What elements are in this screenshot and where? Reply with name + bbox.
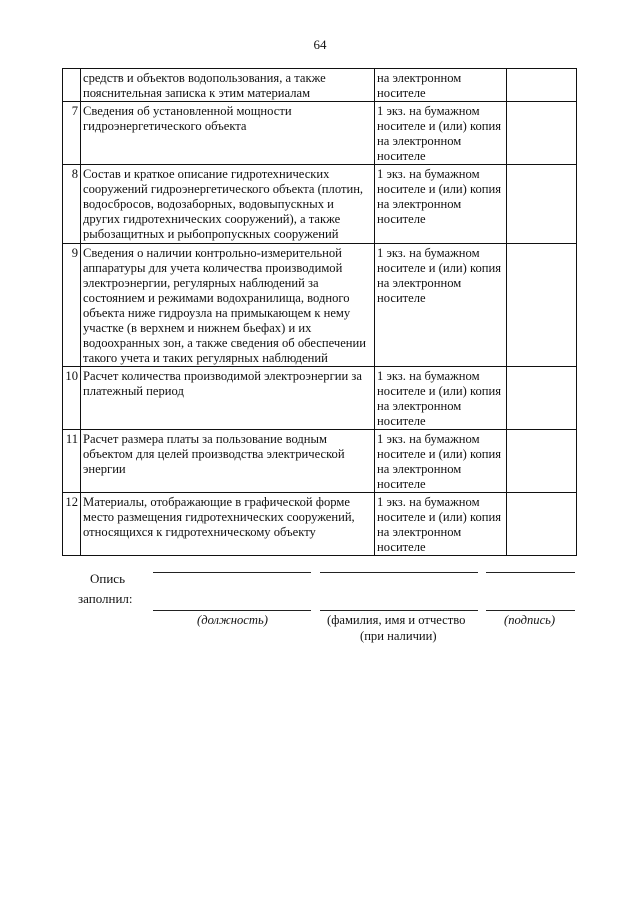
- description-line: относящихся к гидротехническому объекту: [83, 525, 316, 539]
- signature-line: [486, 610, 575, 611]
- description-line: Состав и краткое описание гидротехнических: [83, 167, 330, 181]
- description-line: платежный период: [83, 384, 184, 398]
- row-format-cell: [375, 69, 507, 102]
- format-line: носителе и (или) копия: [377, 510, 502, 524]
- format-line: на электронном: [377, 525, 462, 539]
- table-row: [63, 493, 577, 556]
- row-format-cell: [375, 165, 507, 244]
- signature-label-line-1: Опись: [90, 571, 126, 586]
- format-line: носителе и (или) копия: [377, 261, 502, 275]
- format-line: носителе: [377, 477, 426, 491]
- description-line: электроэнергии, регулярных наблюдений за: [83, 276, 319, 290]
- format-line: на электронном: [377, 462, 462, 476]
- signature-label-line-2: заполнил:: [78, 591, 133, 606]
- format-line: 1 экз. на бумажном: [377, 495, 480, 509]
- format-line: на электронном: [377, 399, 462, 413]
- description-line: объекта ниже гидроузла на примыкающем к нему: [83, 306, 351, 320]
- row-number: 9: [63, 244, 81, 367]
- signature-caption: (подпись): [504, 613, 556, 627]
- table-row: [63, 244, 577, 367]
- description-line: сооружений гидроэнергетического объекта (плотин,: [83, 182, 364, 196]
- description-line: водосбросов, водозаборных, водовыпускных и: [83, 197, 334, 211]
- row-format-cell: [375, 367, 507, 430]
- description-line: место размещения гидротехнических сооружений,: [83, 510, 355, 524]
- description-line: гидроэнергетического объекта: [83, 119, 247, 133]
- description-line: других гидротехнических сооружений), а также: [83, 212, 341, 226]
- format-line: носителе: [377, 540, 426, 554]
- name-caption-line-2: (при наличии): [360, 629, 437, 643]
- description-line: объектом для целей производства электрической: [83, 447, 345, 461]
- description-line: Расчет размера платы за пользование водным: [83, 432, 327, 446]
- row-format-cell: [375, 430, 507, 493]
- row-number: 7: [63, 102, 81, 165]
- row-empty-cell: [507, 244, 577, 367]
- format-line: на электронном: [377, 71, 462, 85]
- format-line: носителе и (или) копия: [377, 384, 502, 398]
- position-line-top: [153, 572, 311, 573]
- format-line: 1 экз. на бумажном: [377, 369, 480, 383]
- row-description-cell: [81, 244, 375, 367]
- format-line: 1 экз. на бумажном: [377, 432, 480, 446]
- description-line: Расчет количества производимой электроэнергии за: [83, 369, 362, 383]
- table-row: [63, 430, 577, 493]
- description-line: Сведения об установленной мощности: [83, 104, 292, 118]
- format-line: носителе: [377, 86, 426, 100]
- format-line: носителе и (или) копия: [377, 119, 502, 133]
- table-row: [63, 102, 577, 165]
- name-line-top: [320, 572, 478, 573]
- table-row: [63, 367, 577, 430]
- row-empty-cell: [507, 69, 577, 102]
- table-row: [63, 165, 577, 244]
- page-number: 64: [313, 37, 327, 52]
- table-row: [63, 69, 577, 102]
- description-line: энергии: [83, 462, 126, 476]
- format-line: носителе: [377, 212, 426, 226]
- row-description-cell: [81, 165, 375, 244]
- row-description-cell: [81, 102, 375, 165]
- materials-table-body: [63, 69, 577, 556]
- row-empty-cell: [507, 165, 577, 244]
- row-number: [63, 69, 81, 102]
- format-line: 1 экз. на бумажном: [377, 104, 480, 118]
- description-line: средств и объектов водопользования, а также: [83, 71, 326, 85]
- description-line: водоохранных зон, а также сведения об обеспечении: [83, 336, 367, 350]
- format-line: 1 экз. на бумажном: [377, 246, 480, 260]
- format-line: на электронном: [377, 197, 462, 211]
- row-format-cell: [375, 244, 507, 367]
- format-line: носителе: [377, 149, 426, 163]
- row-number: 12: [63, 493, 81, 556]
- row-description-cell: [81, 430, 375, 493]
- row-number: 8: [63, 165, 81, 244]
- row-empty-cell: [507, 102, 577, 165]
- row-description-cell: [81, 493, 375, 556]
- format-line: носителе: [377, 291, 426, 305]
- description-line: аппаратуры для учета количества производимой: [83, 261, 343, 275]
- description-line: рыбозащитных и рыбопропускных сооружений: [83, 227, 339, 241]
- row-number: 10: [63, 367, 81, 430]
- description-line: состоянием и режимами водохранилища, водного: [83, 291, 350, 305]
- row-empty-cell: [507, 493, 577, 556]
- name-line: [320, 610, 478, 611]
- description-line: участке (в верхнем и нижнем бьефах) и их: [83, 321, 312, 335]
- row-format-cell: [375, 102, 507, 165]
- format-line: носителе и (или) копия: [377, 447, 502, 461]
- row-description-cell: [81, 69, 375, 102]
- materials-table: [62, 68, 577, 556]
- format-line: на электронном: [377, 276, 462, 290]
- row-number: 11: [63, 430, 81, 493]
- format-line: носителе: [377, 414, 426, 428]
- description-line: Материалы, отображающие в графической форме: [83, 495, 350, 509]
- name-caption-line-1: (фамилия, имя и отчество: [327, 613, 466, 627]
- description-line: пояснительная записка к этим материалам: [83, 86, 311, 100]
- row-format-cell: [375, 493, 507, 556]
- position-caption: (должность): [197, 613, 268, 627]
- format-line: носителе и (или) копия: [377, 182, 502, 196]
- format-line: на электронном: [377, 134, 462, 148]
- position-line: [153, 610, 311, 611]
- description-line: Сведения о наличии контрольно-измерительной: [83, 246, 342, 260]
- signature-line-top: [486, 572, 575, 573]
- row-description-cell: [81, 367, 375, 430]
- format-line: 1 экз. на бумажном: [377, 167, 480, 181]
- row-empty-cell: [507, 367, 577, 430]
- description-line: такого учета и таких регулярных наблюдений: [83, 351, 328, 365]
- row-empty-cell: [507, 430, 577, 493]
